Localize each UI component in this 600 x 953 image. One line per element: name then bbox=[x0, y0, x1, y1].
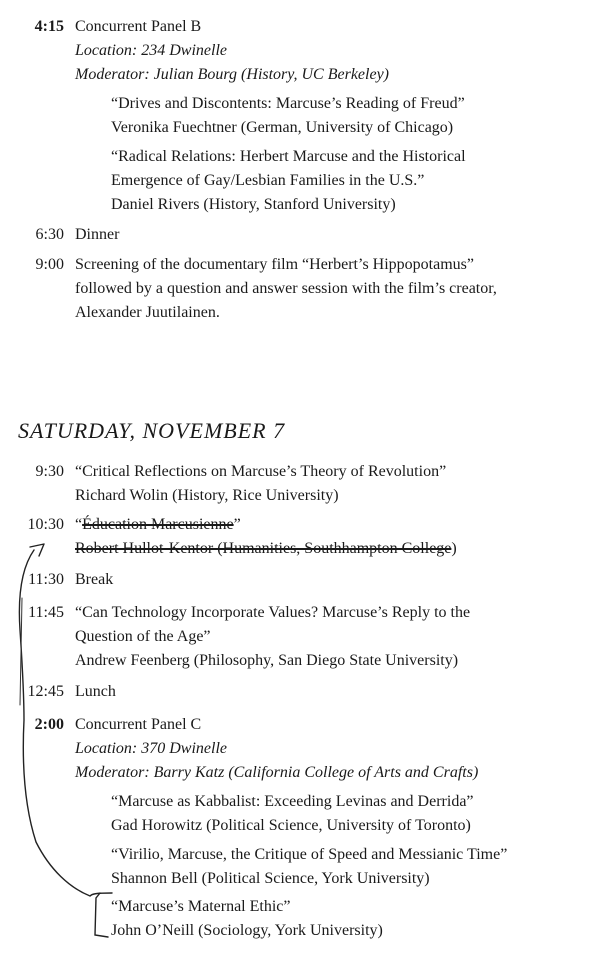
cancelled-talk-speaker bbox=[75, 537, 457, 561]
session-time: 10:30 bbox=[27, 516, 64, 533]
talk-speaker: Veronika Fuechtner (German, University of Chicago) bbox=[111, 119, 454, 136]
panel-c-time: 2:00 bbox=[34, 716, 64, 733]
screening-text: Screening of the documentary film “Herbert’s Hippopotamus” bbox=[75, 256, 474, 273]
talk-speaker: Shannon Bell (Political Science, York University) bbox=[111, 870, 430, 887]
lunch-label: Lunch bbox=[75, 683, 116, 700]
handwritten-bracket bbox=[95, 893, 108, 937]
talk-title-continued: Question of the Age” bbox=[75, 628, 211, 645]
quote-open: “ bbox=[75, 516, 83, 533]
panel-c-title: Concurrent Panel C bbox=[75, 716, 202, 733]
panel-b-title: Concurrent Panel B bbox=[75, 18, 202, 35]
talk-speaker: Richard Wolin (History, Rice University) bbox=[75, 487, 339, 504]
panel-c-moderator: Moderator: Barry Katz (California College of Arts and Crafts) bbox=[75, 764, 479, 781]
struck-title: Éducation Marcusienne bbox=[82, 516, 234, 533]
screening-text: followed by a question and answer session with the film’s creator, bbox=[75, 280, 497, 297]
session-time: 11:30 bbox=[28, 571, 64, 588]
talk-title: “Critical Reflections on Marcuse’s Theory of Revolution” bbox=[75, 463, 447, 480]
talk-speaker: Daniel Rivers (History, Stanford University) bbox=[111, 196, 396, 213]
talk-title: “Marcuse as Kabbalist: Exceeding Levinas and Derrida” bbox=[111, 793, 474, 810]
talk-title: “Virilio, Marcuse, the Critique of Speed and Messianic Time” bbox=[111, 846, 508, 863]
panel-c-location: Location: 370 Dwinelle bbox=[75, 740, 227, 757]
paren-close: ) bbox=[451, 540, 457, 557]
panel-b-time: 4:15 bbox=[34, 18, 64, 35]
session-time: 11:45 bbox=[28, 604, 64, 621]
talk-speaker: Andrew Feenberg (Philosophy, San Diego State University) bbox=[75, 652, 459, 669]
talk-speaker: John O’Neill (Sociology, York University) bbox=[111, 922, 383, 939]
screening-time: 9:00 bbox=[35, 256, 64, 273]
session-time: 9:30 bbox=[35, 463, 64, 480]
cancelled-talk-title bbox=[75, 513, 241, 537]
session-time: 12:45 bbox=[27, 683, 64, 700]
struck-speaker: Robert Hullot-Kentor (Humanities, Southhampton College bbox=[75, 540, 452, 557]
talk-title: “Can Technology Incorporate Values? Marcuse’s Reply to the bbox=[75, 604, 471, 621]
screening-text: Alexander Juutilainen. bbox=[75, 304, 220, 321]
panel-b-location: Location: 234 Dwinelle bbox=[75, 42, 227, 59]
break-label: Break bbox=[75, 571, 114, 588]
talk-speaker: Gad Horowitz (Political Science, University of Toronto) bbox=[111, 817, 471, 834]
dinner-time: 6:30 bbox=[35, 226, 64, 243]
dinner-label: Dinner bbox=[75, 226, 120, 243]
panel-b-moderator: Moderator: Julian Bourg (History, UC Berkeley) bbox=[75, 66, 390, 83]
talk-title: “Radical Relations: Herbert Marcuse and the Historical bbox=[111, 148, 466, 165]
handwritten-arrowhead bbox=[30, 544, 44, 556]
talk-title: “Marcuse’s Maternal Ethic” bbox=[111, 898, 291, 915]
talk-title-continued: Emergence of Gay/Lesbian Families in the U.S.” bbox=[111, 172, 425, 189]
quote-close: ” bbox=[233, 516, 241, 533]
talk-title: “Drives and Discontents: Marcuse’s Reading of Freud” bbox=[111, 95, 465, 112]
day-heading: SATURDAY, NOVEMBER 7 bbox=[18, 418, 286, 443]
